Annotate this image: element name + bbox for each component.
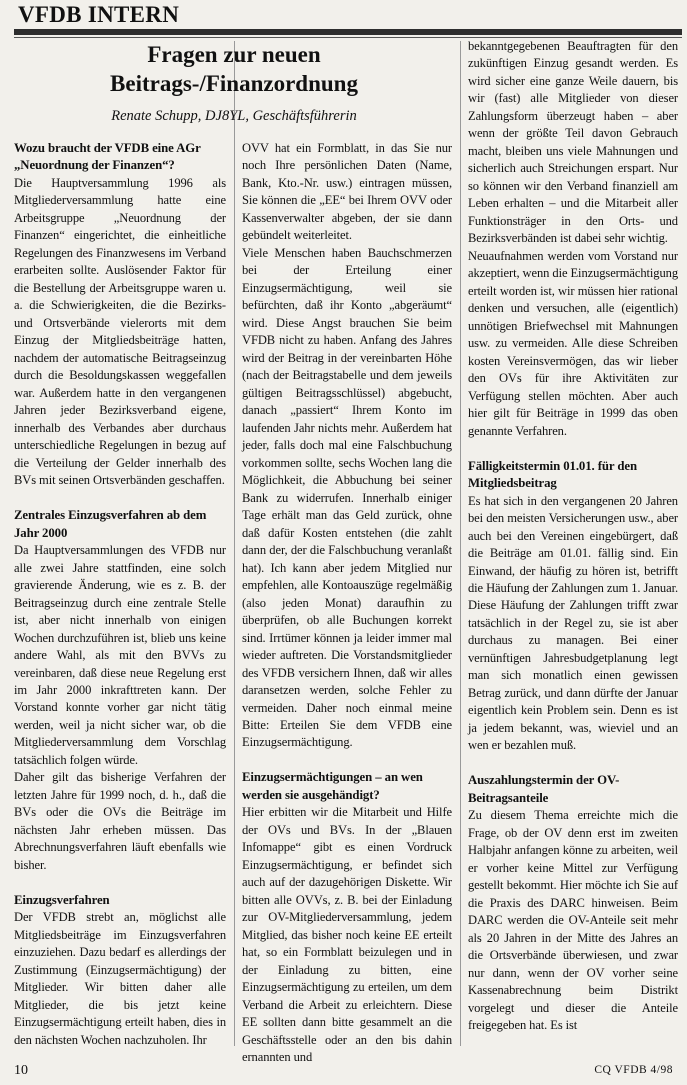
page-number: 10 [14,1063,28,1078]
paragraph: bekanntgegebenen Beauftragten für den zukünftigen Einzug gesandt werden. Es wird sicher eine ganze Weile dauern, bis wir (fast) alle Mitglieder von dieser Zahlungsform überzeugt haben – aber wenn der größte Teil davon Gebrauch macht, bleiben uns viele Mahnungen und sicherlich auch Streichungen erspart. Nur so können wir den Verband finanziell am Leben erhalten – und die Mitarbeit aller Funktionsträger in den Orts- und Bezirksverbänden ist dabei sehr wichtig. [468,39,678,246]
subheading: Einzugsermächtigungen – an wen werden sie ausgehändigt? [242,770,423,802]
column-middle [242,140,452,1067]
paragraph: Neuaufnahmen werden vom Vorstand nur akzeptiert, wenn die Einzugsermächtigung erteilt worden ist, wir müssen hier rational denken und versuchen, alle (eigentlich) unnötigen Briefwechsel mit Mahnungen usw. zu vermeiden. Alle diese Schreiben kosten Vereinsvermögen, das wir lieber den OVs für ihre Aktivitäten zur Verfügung stellen möchten. Aber auch hier gilt für Beiträge in 1999 das oben genannte Verfahren. [468,248,678,438]
column-left [14,140,226,1049]
title-line: Fragen zur neuen [147,42,321,67]
header-rule [14,29,682,35]
paragraph: OVV hat ein Formblatt, in das Sie nur noch Ihre persönlichen Daten (Name, Bank, Kto.-Nr. usw.) eintragen müssen, Sie können die „EE“ bei Ihrem OVV oder Kassenverwalter abgeben, der sie dann gebündelt weiterleitet. [242,141,452,243]
title-line: Beitrags-/Finanzordnung [110,71,358,96]
paragraph: Da Hauptversammlungen des VFDB nur alle zwei Jahre stattfinden, eine solch gravierende Änderung, wie es z. B. der Beitragseinzug durch eine zentrale Stelle ist, aber nicht innerhalb von einigen Wochen durchzuführen ist, blieb uns keine andere Wahl, als mit den BVVs zu vereinbaren, daß diese neue Regelung erst im Jahr 2000 inkrafttreten kann. Der Vorstand konnte vorher gar nicht tätig werden, weil ja nicht sicher war, ob die Mitgliederversammlung dem Vorschlag tatsächlich folgen würde. [14,543,226,767]
article-author: Renate Schupp, DJ8YL, Geschäftsführerin [111,108,357,124]
subheading: Wozu braucht der VFDB eine AGr „Neuordnung der Finanzen“? [14,141,201,173]
subheading: Zentrales Einzugsverfahren ab dem Jahr 2000 [14,508,207,540]
paragraph: Daher gilt das bisherige Verfahren der letzten Jahre für 1999 noch, d. h., daß die BVs oder die OVs die Beiträge im nächsten Jahr erheben müssen. Das Abrechnungsverfahren läuft ebenfalls wie bisher. [14,770,226,872]
paragraph: Zu diesem Thema erreichte mich die Frage, ob der OV denn erst im zweiten Halbjahr anfangen könne zu arbeiten, weil er vorher keine Mittel zur Verfügung gestellt bekommt. Hier möchte ich Sie auf die Praxis des DARC hinweisen. Beim DARC werden die OV-Anteile seit mehr als 20 Jahren in der Mitte des Jahres an die Ortsverbände überwiesen, und zwar nur dann, wenn der OV vorher seine Kassenabrechnung beim Distrikt vorgelegt und dieser die Anteile freigegeben hat. Es ist [468,808,678,1033]
paragraph: Viele Menschen haben Bauchschmerzen bei der Erteilung einer Einzugsermächtigung, weil sie befürchten, daß ihr Konto „abgeräumt“ wird. Diese Angst brauchen Sie beim VFDB nicht zu haben. Anfang des Jahres wird der Beitrag in der vereinbarten Höhe (nach der Beitragstabelle und dem jeweils gültigen Beitragsschlüssel) abgebucht, danach „passiert“ Ihrem Konto im laufenden Jahr nichts mehr. Außerdem hat jeder, falls doch mal eine Falschbuchung vorkommen sollte, sechs Wochen lang die Möglichkeit, die Abbuchung bei seiner Bank zu widerrufen. Innerhalb einiger Tage erhält man das Geld zurück, ohne daß dafür Kosten entstehen (die zahlt dann der, der die Falschbuchung veranlaßt hat). Ich kann aber jedem Mitglied nur empfehlen, alle Kontoauszüge regelmäßig (also jeden Monat) daraufhin zu überprüfen, ob alle Buchungen korrekt sind. Irrtümer können ja leider immer mal wieder auftreten. Die Vorstandsmitglieder des VFDB versichern Ihnen, daß wir alles daransetzen werden, solche Fehler zu vermeiden. Daher noch einmal meine Bitte: Erteilen Sie dem VFDB eine Einzugsermächtigung. [242,245,452,750]
paragraph: Die Hauptversammlung 1996 als Mitgliederversammlung hatte eine Arbeitsgruppe „Neuordnung der Finanzen“ eingerichtet, die einheitliche Regelungen des Finanzwesens im Verband erarbeiten sollte. Auslösender Faktor für die Bestellung der Arbeitsgruppe waren u. a. die Schwierigkeiten, die die Bezirks- und Ortsverbände vielerorts mit dem Einzug der Mitgliedsbeiträge hatten, nachdem der automatische Beitragseinzug durch die Besoldungskassen weggefallen war. Außerdem hatte in den vergangenen Jahren jeder Bezirksverband eigene, innerhalb des Verbandes aber durchaus unterschiedliche Regelungen in bezug auf die Verteilung der Gelder innerhalb des BVs mit seinen Ortsverbänden geschaffen. [14,175,226,488]
issue-label: CQ VFDB 4/98 [594,1064,673,1076]
subheading: Fälligkeitstermin 01.01. für den Mitgliedsbeitrag [468,458,637,491]
paragraph: Es hat sich in den vergangenen 20 Jahren bei den meisten Versicherungen usw., aber auch bei den Vereinen eingebürgert, daß die Beiträge am 01.01. fällig sind. Ein Einwand, der häufig zu hören ist, betrifft die Häufung der Zahlungen zum 1. Januar. Diese Häufung der Zahlungen trifft zwar tatsächlich in der Regel zu, sie ist aber durchaus zu managen. Bei einer vernünftigen Jahresbudgetplanung legt man sich monatlich einen gewissen Betrag zurück, und dann dürfte der Januar eigentlich kein Problem sein. Denn es ist ja jedem bekannt, was, wieviel und an wen er bezahlen muß. [468,493,678,753]
column-right [468,38,678,1035]
column-divider [460,41,461,1046]
paragraph: Der VFDB strebt an, möglichst alle Mitgliedsbeiträge im Einzugsverfahren einzuziehen. Dazu bedarf es allerdings der Zustimmung (Einzugsermächtigung) der Mitglieder. Wir bitten daher alle Mitglieder, die bis jetzt keine Einzugsermächtigung erteilt haben, dies in den nächsten Wochen nachzuholen. Ihr [14,910,226,1047]
column-divider [234,41,235,1046]
paragraph: Hier erbitten wir die Mitarbeit und Hilfe der OVs und BVs. In der „Blauen Infomappe“ gibt es einen Vordruck Einzugsermächtigung, er befindet sich auch auf der dazugehörigen Diskette. Wir bitten alle OVVs, z. B. bei der Einladung zur OV-Mitgliederversammlung, jedem Mitglied, das bisher noch keine EE erteilt hat, so ein Formblatt beizulegen und in der Einladung zu bitten, eine Einzugsermächtigung zu erteilen, um dem Verband die Arbeit zu erleichtern. Diese EE sollten dann bitte gesammelt an die Geschäftsstelle oder an den bis dahin ernannten und [242,805,452,1065]
subheading: Einzugsverfahren [14,892,110,907]
section-header: VFDB INTERN [18,2,180,27]
article-title [14,40,454,98]
subheading: Auszahlungstermin der OV-Beitragsanteile [468,773,620,805]
